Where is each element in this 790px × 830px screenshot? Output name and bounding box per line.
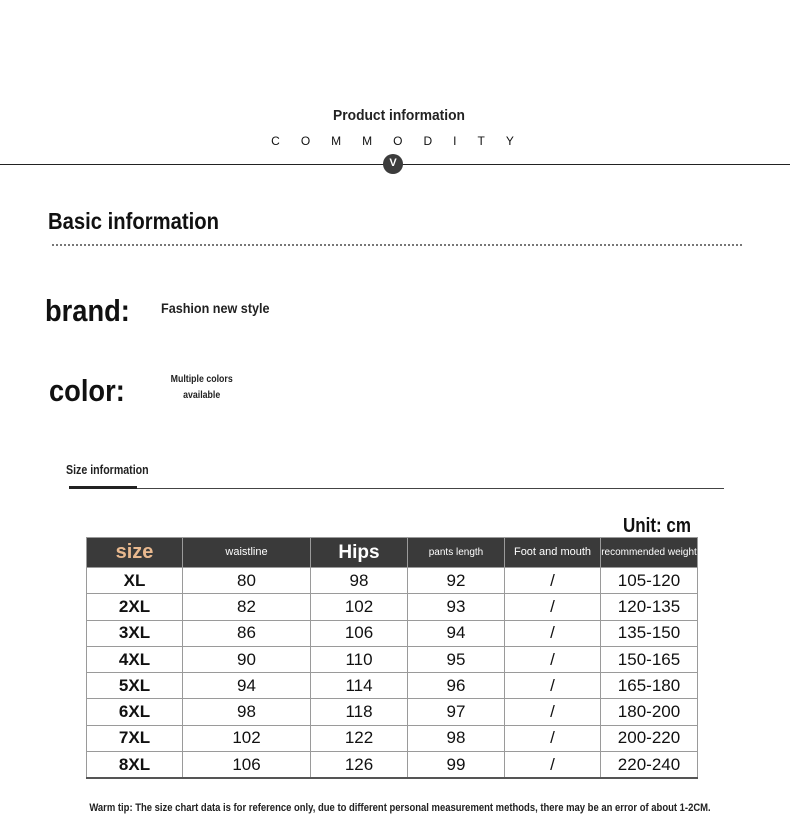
table-cell: 98: [408, 725, 505, 751]
table-body: [87, 568, 698, 779]
table-cell: 120-135: [601, 594, 698, 620]
table-cell: 98: [311, 568, 408, 594]
table-cell: 86: [183, 620, 311, 646]
table-cell: /: [505, 646, 601, 672]
table-cell: 102: [311, 594, 408, 620]
size-cell: 7XL: [87, 725, 183, 751]
size-chart-table: [86, 537, 698, 779]
size-cell: 3XL: [87, 620, 183, 646]
table-cell: 93: [408, 594, 505, 620]
table-row: [87, 568, 698, 594]
table-cell: 90: [183, 646, 311, 672]
table-cell: /: [505, 725, 601, 751]
product-information-title: Product information: [333, 107, 465, 124]
table-cell: 98: [183, 699, 311, 725]
table-cell: /: [505, 594, 601, 620]
column-header: Foot and mouth: [505, 538, 601, 568]
column-header: waistline: [183, 538, 311, 568]
table-row: [87, 673, 698, 699]
table-cell: 165-180: [601, 673, 698, 699]
color-label: color:: [49, 373, 125, 408]
warm-tip-note: Warm tip: The size chart data is for reference only, due to different personal measurement methods, there may be an error of about 1-2CM.: [89, 802, 711, 814]
table-cell: /: [505, 568, 601, 594]
size-information-divider: [69, 488, 724, 489]
basic-information-title: Basic information: [48, 208, 219, 234]
brand-label: brand:: [45, 293, 130, 328]
commodity-subtitle: COMMODITY: [271, 134, 535, 148]
column-header: size: [87, 538, 183, 568]
table-cell: /: [505, 752, 601, 779]
table-cell: 122: [311, 725, 408, 751]
size-cell: 8XL: [87, 752, 183, 779]
table-cell: 102: [183, 725, 311, 751]
table-row: [87, 752, 698, 779]
table-row: [87, 646, 698, 672]
table-cell: 105-120: [601, 568, 698, 594]
table-cell: /: [505, 699, 601, 725]
color-value: [170, 372, 233, 404]
size-information-title: Size information: [66, 463, 149, 477]
column-header: pants length: [408, 538, 505, 568]
size-information-accent-bar: [69, 486, 137, 489]
table-cell: 99: [408, 752, 505, 779]
table-cell: 106: [311, 620, 408, 646]
size-cell: XL: [87, 568, 183, 594]
table-cell: 114: [311, 673, 408, 699]
table-cell: /: [505, 673, 601, 699]
size-cell: 6XL: [87, 699, 183, 725]
table-cell: 80: [183, 568, 311, 594]
table-cell: 106: [183, 752, 311, 779]
table-cell: 94: [408, 620, 505, 646]
table-cell: 200-220: [601, 725, 698, 751]
table-row: [87, 699, 698, 725]
table-cell: 92: [408, 568, 505, 594]
table-cell: 95: [408, 646, 505, 672]
table-cell: 220-240: [601, 752, 698, 779]
table-cell: 180-200: [601, 699, 698, 725]
unit-label: Unit: cm: [623, 515, 691, 537]
dotted-divider: [52, 244, 742, 246]
brand-value: Fashion new style: [161, 300, 270, 316]
table-row: [87, 725, 698, 751]
table-cell: 126: [311, 752, 408, 779]
table-cell: 135-150: [601, 620, 698, 646]
size-cell: 2XL: [87, 594, 183, 620]
table-cell: 118: [311, 699, 408, 725]
table-row: [87, 594, 698, 620]
table-cell: /: [505, 620, 601, 646]
table-cell: 94: [183, 673, 311, 699]
table-cell: 110: [311, 646, 408, 672]
column-header: Hips: [311, 538, 408, 568]
table-cell: 82: [183, 594, 311, 620]
table-cell: 96: [408, 673, 505, 699]
table-cell: 97: [408, 699, 505, 725]
table-cell: 150-165: [601, 646, 698, 672]
color-value-line1: Multiple colors: [170, 374, 233, 385]
chevron-glyph: V: [389, 157, 397, 169]
table-header-row: [87, 538, 698, 568]
size-cell: 5XL: [87, 673, 183, 699]
size-cell: 4XL: [87, 646, 183, 672]
chevron-down-icon: [383, 154, 403, 174]
color-value-line2: available: [183, 390, 221, 401]
table-row: [87, 620, 698, 646]
column-header: recommended weight: [601, 538, 698, 568]
